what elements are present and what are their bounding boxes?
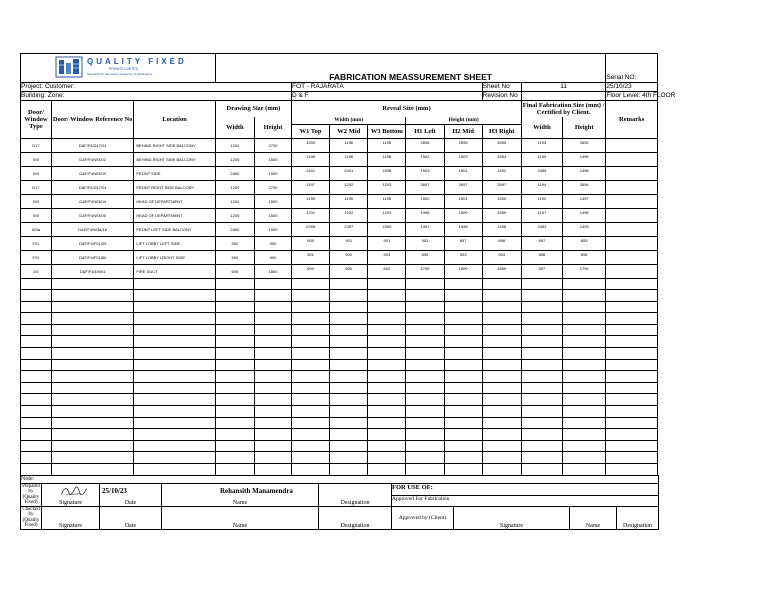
row-final-height: 1498 — [579, 167, 589, 173]
row-w2: 600 — [345, 265, 353, 271]
empty-row — [21, 417, 658, 429]
row-final-width: 1195 — [537, 153, 547, 159]
table-row — [21, 194, 658, 208]
empty-row — [21, 429, 658, 441]
project-name: FOT - RAJARATA — [292, 83, 344, 90]
row-w2: 2397 — [344, 223, 354, 229]
row-reference: D&F/F4/W3/04 — [79, 198, 106, 204]
row-h1: 1503 — [420, 167, 430, 173]
row-reference: D&F/F4/W3a/18 — [78, 226, 107, 232]
prepared-label: Prepared by (Quality Fixed) — [22, 483, 40, 506]
row-w2: 1202 — [344, 209, 354, 215]
row-h2: 1503 — [458, 153, 468, 159]
empty-row — [21, 452, 658, 464]
row-w2: 902 — [345, 251, 353, 257]
row-final-width: 1194 — [537, 181, 547, 187]
row-w2: 1202 — [344, 181, 354, 187]
col-width-mm: Width (mm) — [334, 116, 364, 123]
row-type: D9 — [33, 268, 39, 274]
row-type: D17 — [32, 142, 40, 148]
row-drawing-height: 1500 — [268, 170, 278, 176]
row-w1: 2396 — [306, 223, 316, 229]
row-final-height: 1499 — [579, 153, 589, 159]
col-remarks: Remarks — [619, 115, 645, 123]
company-name: QUALITY FIXED — [87, 57, 187, 66]
empty-row — [21, 336, 658, 348]
row-w1: 901 — [307, 251, 314, 257]
row-location: FIRE DUCT — [136, 268, 158, 274]
sheet-no-label: Sheet No — [482, 83, 510, 90]
row-final-height: 2692 — [579, 139, 589, 145]
row-h1: 2698 — [420, 139, 430, 145]
client-signature-label: Signature — [500, 522, 523, 529]
table-row — [21, 208, 658, 222]
client-name-label: Name — [585, 522, 601, 529]
row-w2: 1195 — [344, 195, 354, 201]
sheet-title: FABRICATION MEASSUREMENT SHEET — [329, 72, 492, 82]
col-reference: Door/ Window Reference No — [52, 115, 133, 123]
row-w1: 1201 — [306, 209, 316, 215]
col-final-height: Height — [574, 123, 594, 131]
row-w3: 1203 — [382, 209, 392, 215]
row-w3: 903 — [383, 251, 391, 257]
row-type: D17 — [32, 184, 40, 190]
empty-row — [21, 348, 658, 360]
row-reference: D&F/F4/F01/80 — [78, 254, 107, 260]
row-h2: 1500 — [458, 209, 468, 215]
row-final-height: 1493 — [579, 223, 589, 229]
empty-row — [21, 324, 658, 336]
row-h3: 2695 — [497, 139, 507, 145]
row-drawing-width: 900 — [231, 254, 239, 260]
row-h2: 1498 — [458, 223, 468, 229]
row-h3: 1800 — [497, 265, 507, 271]
row-final-height: 893 — [580, 237, 588, 243]
row-h3: 2697 — [497, 181, 507, 187]
for-use-label: FOR USE OF: — [392, 483, 433, 491]
company-sub: PRIVATE LIMITED — [109, 67, 139, 71]
row-h2: 2697 — [458, 181, 468, 187]
row-h1: 1795 — [420, 265, 430, 271]
row-w3: 1203 — [382, 181, 392, 187]
row-drawing-width: 2400 — [230, 170, 240, 176]
row-w1: 600 — [307, 265, 314, 271]
checked-label: Checked by (Quality Fixed) — [22, 506, 40, 529]
note-label: Note: — [21, 476, 35, 483]
prepared-name-label: Name — [232, 499, 248, 506]
row-final-width: 2393 — [537, 223, 547, 229]
table-row — [21, 250, 658, 264]
row-location: BEHIND RIGHT SIDE BALCONY — [136, 156, 196, 162]
col-w3: W3 Bottom — [370, 127, 403, 135]
row-location: FRONT SIDE — [136, 170, 161, 176]
col-type: Door/ Window Type — [24, 108, 48, 130]
row-final-height: 2694 — [579, 181, 589, 187]
row-final-width: 2395 — [537, 167, 547, 173]
row-reference: D&F/F4/W3/02 — [79, 156, 106, 162]
row-location: FRONT RIGHT SIDE BALCONY — [136, 184, 195, 190]
row-drawing-width: 1200 — [230, 198, 240, 204]
row-h1: 1500 — [420, 195, 430, 201]
row-h2: 903 — [459, 251, 467, 257]
empty-row — [21, 406, 658, 418]
row-w2: 2401 — [344, 167, 354, 173]
zone-name: D & F — [292, 92, 309, 99]
approved-by-label: Approved by (Client) — [398, 514, 447, 521]
checked-date-label: Date — [124, 522, 137, 529]
row-location: LIFT LOBBY LEFT SIDE — [136, 240, 181, 246]
col-w2: W2 Mid — [337, 127, 361, 135]
row-w3: 2399 — [382, 223, 392, 229]
company-logo — [21, 54, 216, 83]
row-w1: 900 — [307, 237, 314, 243]
row-final-width: 597 — [538, 265, 546, 271]
floor-level: Floor Level: 4th FLOOR — [606, 92, 676, 99]
col-h2: H2 Mid — [452, 127, 474, 135]
row-h2: 1800 — [458, 265, 468, 271]
prepared-signature-label: Signature — [59, 499, 82, 506]
row-drawing-height: 900 — [269, 240, 277, 246]
row-final-height: 896 — [580, 251, 588, 257]
row-final-width: 1197 — [537, 209, 547, 215]
checked-designation-label: Designation — [340, 522, 370, 529]
row-w3: 1195 — [382, 139, 392, 145]
empty-row — [21, 313, 658, 325]
row-type: W3 — [32, 212, 39, 218]
table-row — [21, 264, 658, 278]
row-h1: 1498 — [420, 209, 430, 215]
row-drawing-width: 1200 — [230, 212, 240, 218]
col-height-mm: Height (mm) — [448, 116, 479, 123]
row-final-height: 1495 — [579, 209, 589, 215]
row-h2: 1501 — [458, 195, 468, 201]
empty-row — [21, 394, 658, 406]
serial-label: Serial NO: — [606, 74, 637, 81]
table-row — [21, 166, 658, 180]
prepared-date-label: Date — [124, 499, 137, 506]
row-h1: 1497 — [420, 223, 430, 229]
empty-row — [21, 464, 658, 476]
building-label: Building: Zone: — [21, 92, 65, 99]
row-type: W3 — [32, 170, 39, 176]
prepared-name: Rehansith Manamendra — [220, 486, 293, 495]
table-row — [21, 236, 658, 250]
empty-row — [21, 371, 658, 383]
measurement-sheet — [20, 53, 676, 530]
row-w3: 901 — [383, 237, 391, 243]
col-drawing-width: Width — [226, 123, 244, 131]
client-designation-label: Designation — [623, 522, 653, 529]
row-final-width: 897 — [538, 237, 546, 243]
col-h1: H1 Left — [414, 127, 436, 135]
empty-row — [21, 359, 658, 371]
row-reference: D&F/F4/F01/09 — [78, 240, 107, 246]
row-reference: D&F/F4/D17/01 — [78, 142, 107, 148]
col-final-size: Final Fabrication Size (mm) / Certified by Client. — [522, 101, 605, 116]
col-final-width: Width — [533, 123, 551, 131]
row-h1: 899 — [421, 251, 429, 257]
prepared-designation-label: Designation — [340, 499, 370, 506]
row-w2: 901 — [345, 237, 353, 243]
row-drawing-width: 600 — [231, 268, 239, 274]
row-reference: D&F/F4/W3/05 — [79, 212, 106, 218]
row-reference: D&F/F4/D17/01 — [78, 184, 107, 190]
revision-label: Revision No — [482, 92, 518, 99]
row-w1: 1198 — [306, 153, 315, 159]
row-w1: 1200 — [306, 139, 316, 145]
row-final-width: 1192 — [537, 195, 547, 201]
sheet-no: 11 — [560, 83, 567, 90]
project-label: Project: Customer: — [21, 83, 75, 90]
row-location: LIFT LOBBY LRIGHT SIDE — [136, 254, 186, 260]
col-w1: W1 Top — [299, 127, 322, 135]
row-w3: 2398 — [382, 167, 392, 173]
table-row — [21, 152, 658, 166]
table-row — [21, 180, 658, 194]
building-logo-icon — [55, 56, 83, 78]
sheet-table — [20, 53, 676, 476]
row-type: F01 — [32, 240, 40, 246]
row-location: BEHIND RIGHT SIDE BALCONY — [136, 142, 196, 148]
approved-fabrication-label: Approved For Fabrication — [392, 495, 450, 502]
row-drawing-width: 2400 — [230, 226, 240, 232]
row-h3: 1504 — [497, 153, 507, 159]
row-drawing-height: 2700 — [268, 184, 278, 190]
row-location: HEAD OF DEPARTMENT — [136, 198, 183, 204]
row-type: W3a — [31, 226, 41, 232]
date: 25/10/23 — [606, 83, 632, 90]
row-h1: 903 — [421, 237, 429, 243]
row-drawing-height: 1500 — [268, 212, 278, 218]
empty-row — [21, 278, 658, 290]
row-w3: 602 — [383, 265, 391, 271]
row-w3: 1195 — [382, 195, 392, 201]
handwritten-signature-icon — [60, 485, 88, 498]
row-drawing-width: 1200 — [230, 184, 240, 190]
row-drawing-height: 2700 — [268, 142, 278, 148]
row-drawing-width: 1200 — [230, 142, 240, 148]
row-h1: 1502 — [420, 153, 430, 159]
row-h2: 2695 — [458, 139, 468, 145]
empty-row — [21, 290, 658, 302]
col-reveal-size: Reveal Size (mm) — [382, 105, 431, 113]
row-w1: 2401 — [306, 167, 316, 173]
col-drawing-height: Height — [263, 123, 283, 131]
row-final-height: 1792 — [579, 265, 589, 271]
row-final-width: 1193 — [537, 139, 547, 145]
row-reference: D&F/F4/W3/03 — [79, 170, 106, 176]
table-row — [21, 138, 658, 152]
row-w3: 1198 — [382, 153, 392, 159]
row-h2: 897 — [459, 237, 467, 243]
empty-row — [21, 382, 658, 394]
row-w1: 1195 — [306, 195, 315, 201]
row-h3: 903 — [498, 251, 506, 257]
row-h1: 2697 — [420, 181, 430, 187]
row-type: F01 — [32, 254, 40, 260]
row-h3: 1502 — [497, 167, 507, 173]
row-drawing-width: 1200 — [230, 156, 240, 162]
row-drawing-height: 1500 — [268, 156, 278, 162]
row-w1: 1197 — [306, 181, 315, 187]
row-drawing-height: 1500 — [268, 226, 278, 232]
row-drawing-height: 1500 — [268, 198, 278, 204]
col-drawing-size: Drawing Size (mm) — [226, 105, 281, 113]
row-drawing-width: 900 — [231, 240, 239, 246]
row-h3: 1500 — [497, 209, 507, 215]
row-final-width: 898 — [538, 251, 546, 257]
row-h3: 1500 — [497, 195, 507, 201]
col-h3: H3 Right — [489, 127, 515, 135]
row-reference: D&F/F4/D9/01 — [79, 268, 106, 274]
empty-row — [21, 301, 658, 313]
row-type: W3 — [32, 156, 39, 162]
table-row — [21, 222, 658, 236]
row-location: FRONT LEFT SIDE BALCONY — [136, 226, 192, 232]
row-drawing-height: 1800 — [268, 268, 278, 274]
col-location: Location — [162, 115, 187, 123]
signature-block — [20, 475, 659, 530]
row-h3: 896 — [498, 237, 506, 243]
row-final-height: 1497 — [579, 195, 589, 201]
row-h2: 1501 — [458, 167, 468, 173]
row-drawing-height: 900 — [269, 254, 277, 260]
row-w2: 1198 — [344, 139, 354, 145]
row-type: W3 — [32, 198, 39, 204]
checked-signature-label: Signature — [59, 522, 82, 529]
row-w2: 1198 — [344, 153, 354, 159]
row-h3: 1498 — [497, 223, 507, 229]
checked-name-label: Name — [232, 522, 248, 529]
row-location: HEAD OF DEPARTMENT — [136, 212, 183, 218]
prepared-date: 25/10/23 — [102, 486, 127, 495]
empty-row — [21, 440, 658, 452]
company-tagline: Specialist for Aluminium Designing & Fabricating — [87, 72, 152, 76]
